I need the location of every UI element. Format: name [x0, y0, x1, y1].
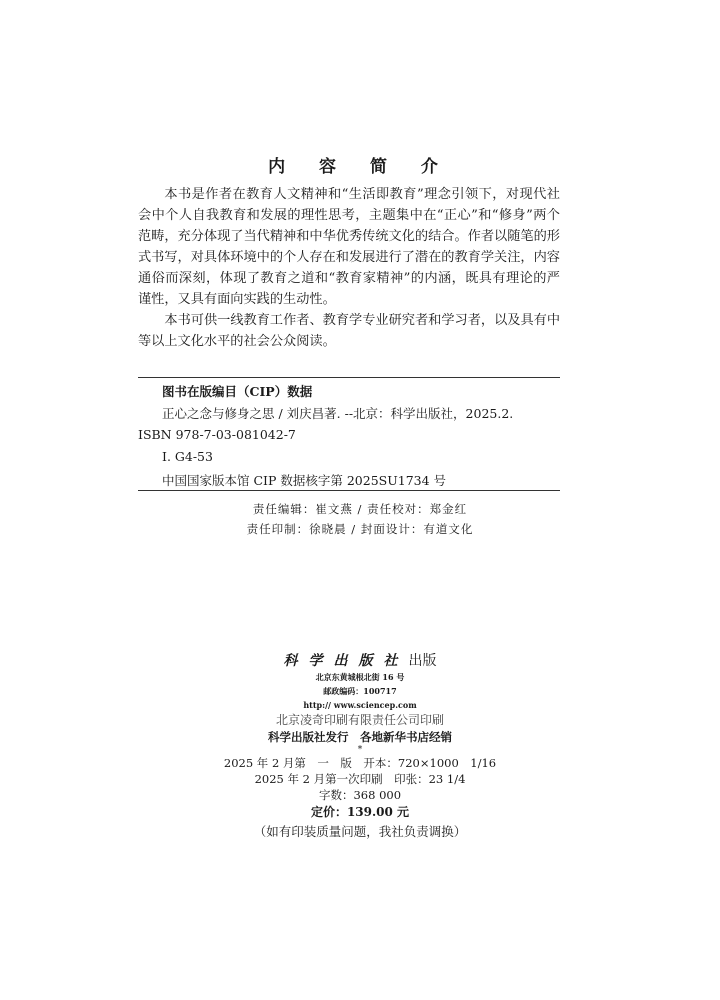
cip-title-line: 正心之念与修身之思 / 刘庆昌著. --北京：科学出版社，2025.2.	[162, 406, 514, 421]
word-count: 字数：368 000	[318, 788, 402, 802]
summary-paragraph-2: 本书可供一线教育工作者、教育学专业研究者和学习者，以及具有中等以上文化水平的社会公众阅读。	[138, 313, 561, 349]
publisher-address: 北京东黄城根北街 16 号	[315, 672, 405, 682]
cip-record-number: 中国国家版本馆 CIP 数据核字第 2025SU1734 号	[162, 473, 447, 488]
publisher-postcode: 邮政编码：100717	[323, 686, 397, 696]
cip-classification: Ⅰ. G4-53	[162, 449, 213, 464]
price: 定价：139.00 元	[310, 805, 410, 819]
publisher-logo: 科学出版社	[283, 653, 409, 669]
separator-star: *	[357, 745, 363, 755]
edition-info: 2025 年 2 月第 一 版 开本：720×1000 1/16	[223, 756, 497, 770]
quality-notice: （如有印装质量问题，我社负责调换）	[253, 824, 467, 839]
credits-production-line: 责任印制：徐晓晨 / 封面设计：有道文化	[246, 522, 474, 536]
printing-info: 2025 年 2 月第一次印刷 印张：23 1/4	[254, 772, 466, 786]
distribution: 科学出版社发行 各地新华书店经销	[268, 730, 452, 744]
summary-section	[138, 184, 560, 352]
publisher-website: http:// www.sciencep.com	[303, 700, 417, 710]
printer: 北京凌奇印刷有限责任公司印刷	[275, 713, 444, 727]
cip-bottom-rule	[138, 490, 560, 491]
credits	[0, 499, 720, 539]
cip-top-rule	[138, 377, 560, 378]
publisher-row	[0, 652, 720, 670]
page-title: 内 容 简 介	[268, 157, 452, 177]
cip-isbn: ISBN 978-7-03-081042-7	[138, 427, 296, 442]
credits-editor-line: 责任编辑：崔文燕 / 责任校对：郑金红	[252, 502, 468, 516]
cip-heading: 图书在版编目（CIP）数据	[162, 384, 313, 399]
colophon	[0, 652, 720, 842]
publisher-suffix: 出版	[408, 653, 437, 669]
summary-paragraph-1: 本书是作者在教育人文精神和“生活即教育”理念引领下，对现代社会中个人自我教育和发展的理性思考，主题集中在“正心”和“修身”两个范畴，充分体现了当代精神和中华优秀传统文化的结合。作者以随笔的形式书写，对具体环境中的个人存在和发展进行了潜在的教育学关注，内容通俗而深刻，体现了教育之道和“教育家精神”的内涵，既具有理论的严谨性，又具有面向实践的生动性。	[138, 187, 560, 307]
